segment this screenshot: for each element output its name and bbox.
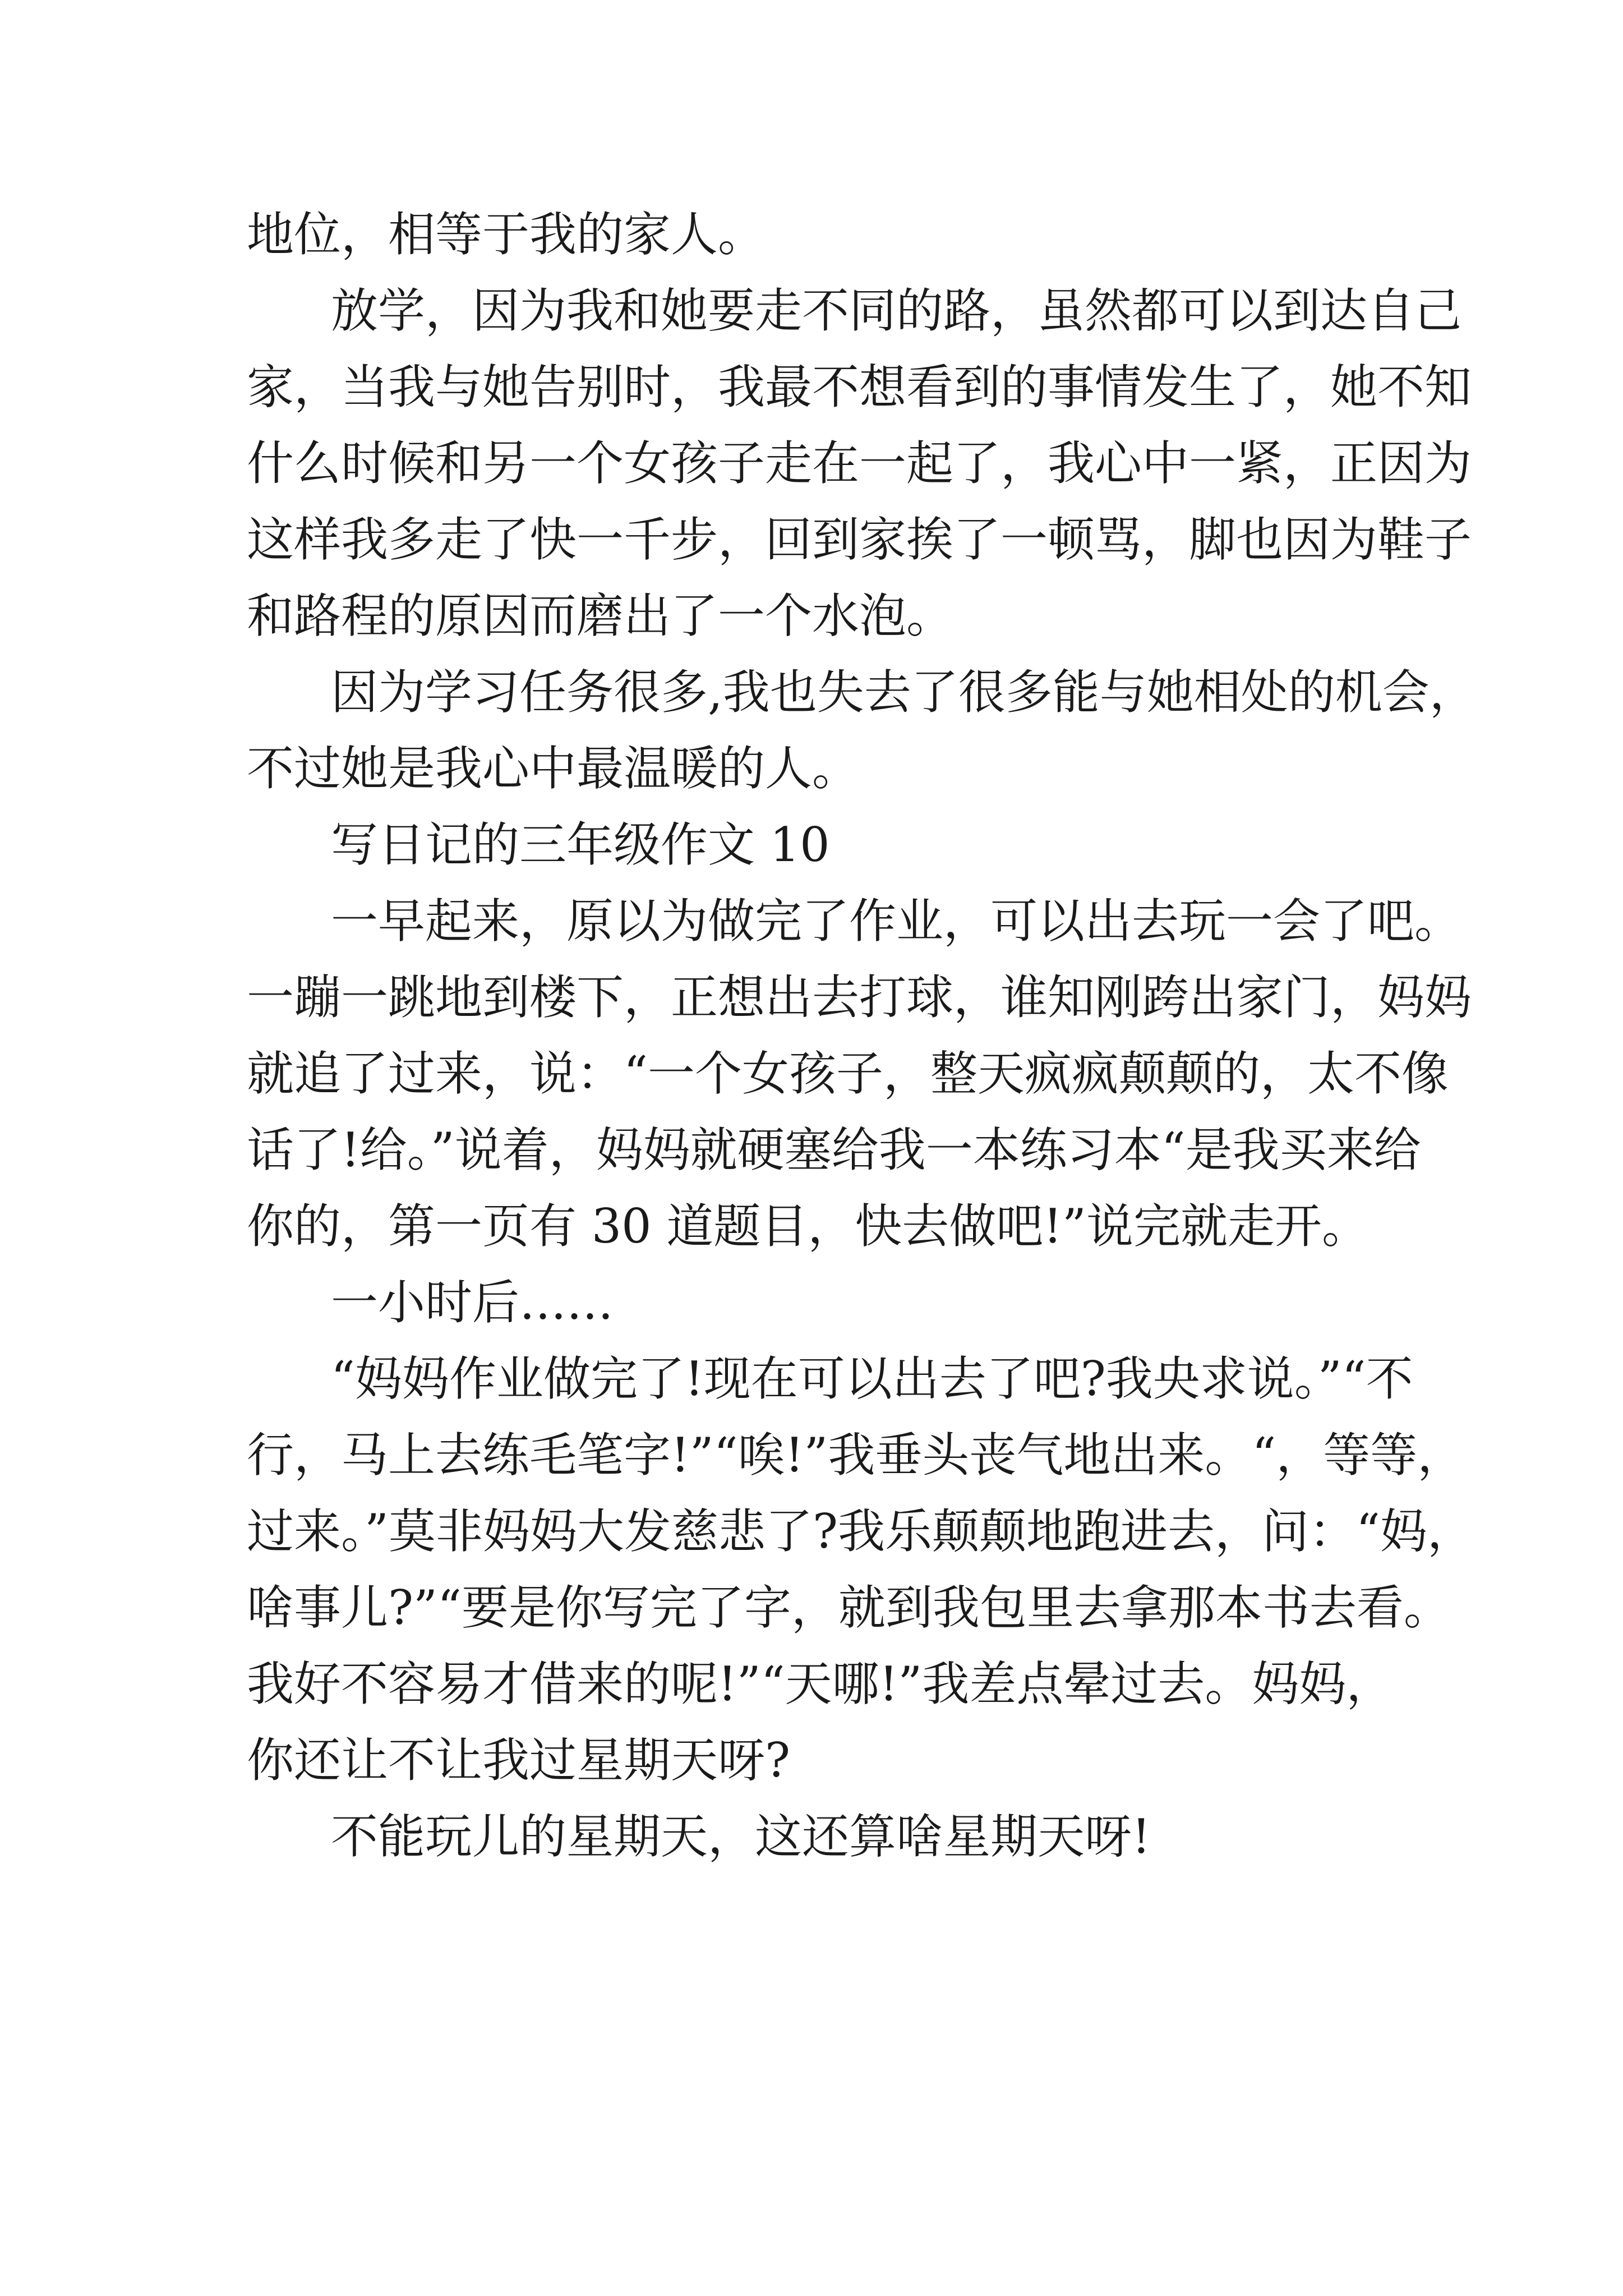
- text-line: 和路程的原因而磨出了一个水泡。: [247, 588, 954, 643]
- text-line: “妈妈作业做完了!现在可以出去了吧?我央求说。”“不: [331, 1351, 1413, 1406]
- text-line: 啥事儿?”“要是你写完了字，就到我包里去拿那本书去看。: [247, 1580, 1451, 1635]
- text-line: 一蹦一跳地到楼下，正想出去打球，谁知刚跨出家门，妈妈: [247, 970, 1472, 1025]
- text-line: 就追了过来，说：“一个女孩子，整天疯疯颠颠的，太不像: [247, 1046, 1449, 1101]
- text-line: 我好不容易才借来的呢!”“天哪!”我差点晕过去。妈妈，: [247, 1657, 1394, 1711]
- text-line: 一小时后……: [331, 1275, 614, 1330]
- text-line: 家，当我与她告别时，我最不想看到的事情发生了，她不知: [247, 360, 1472, 415]
- text-line: 一早起来，原以为做完了作业，可以出去玩一会了吧。: [331, 894, 1462, 949]
- text-line: 行，马上去练毛笔字!”“唉!”我垂头丧气地出来。“，等等，: [247, 1428, 1465, 1483]
- text-line: 过来。”莫非妈妈大发慈悲了?我乐颠颠地跑进去，问：“妈，: [247, 1504, 1474, 1559]
- text-line: 地位，相等于我的家人。: [247, 207, 766, 262]
- text-line: 这样我多走了快一千步，回到家挨了一顿骂，脚也因为鞋子: [247, 512, 1472, 567]
- text-line: 放学，因为我和她要走不同的路，虽然都可以到达自己: [331, 283, 1462, 338]
- text-line: 不过她是我心中最温暖的人。: [247, 741, 860, 796]
- text-line: 话了!给。”说着，妈妈就硬塞给我一本练习本“是我买来给: [247, 1122, 1421, 1177]
- text-line: 什么时候和另一个女孩子走在一起了，我心中一紧，正因为: [247, 436, 1472, 491]
- section-title: 写日记的三年级作文 10: [331, 817, 830, 872]
- text-line: 你还让不让我过星期天呀?: [247, 1733, 791, 1788]
- text-line: 你的，第一页有 30 道题目，快去做吧!”说完就走开。: [247, 1199, 1369, 1254]
- text-line: 不能玩儿的星期天，这还算啥星期天呀!: [331, 1809, 1151, 1864]
- document-body: [247, 196, 1477, 1875]
- text-line: 因为学习任务很多,我也失去了很多能与她相处的机会，: [331, 665, 1477, 720]
